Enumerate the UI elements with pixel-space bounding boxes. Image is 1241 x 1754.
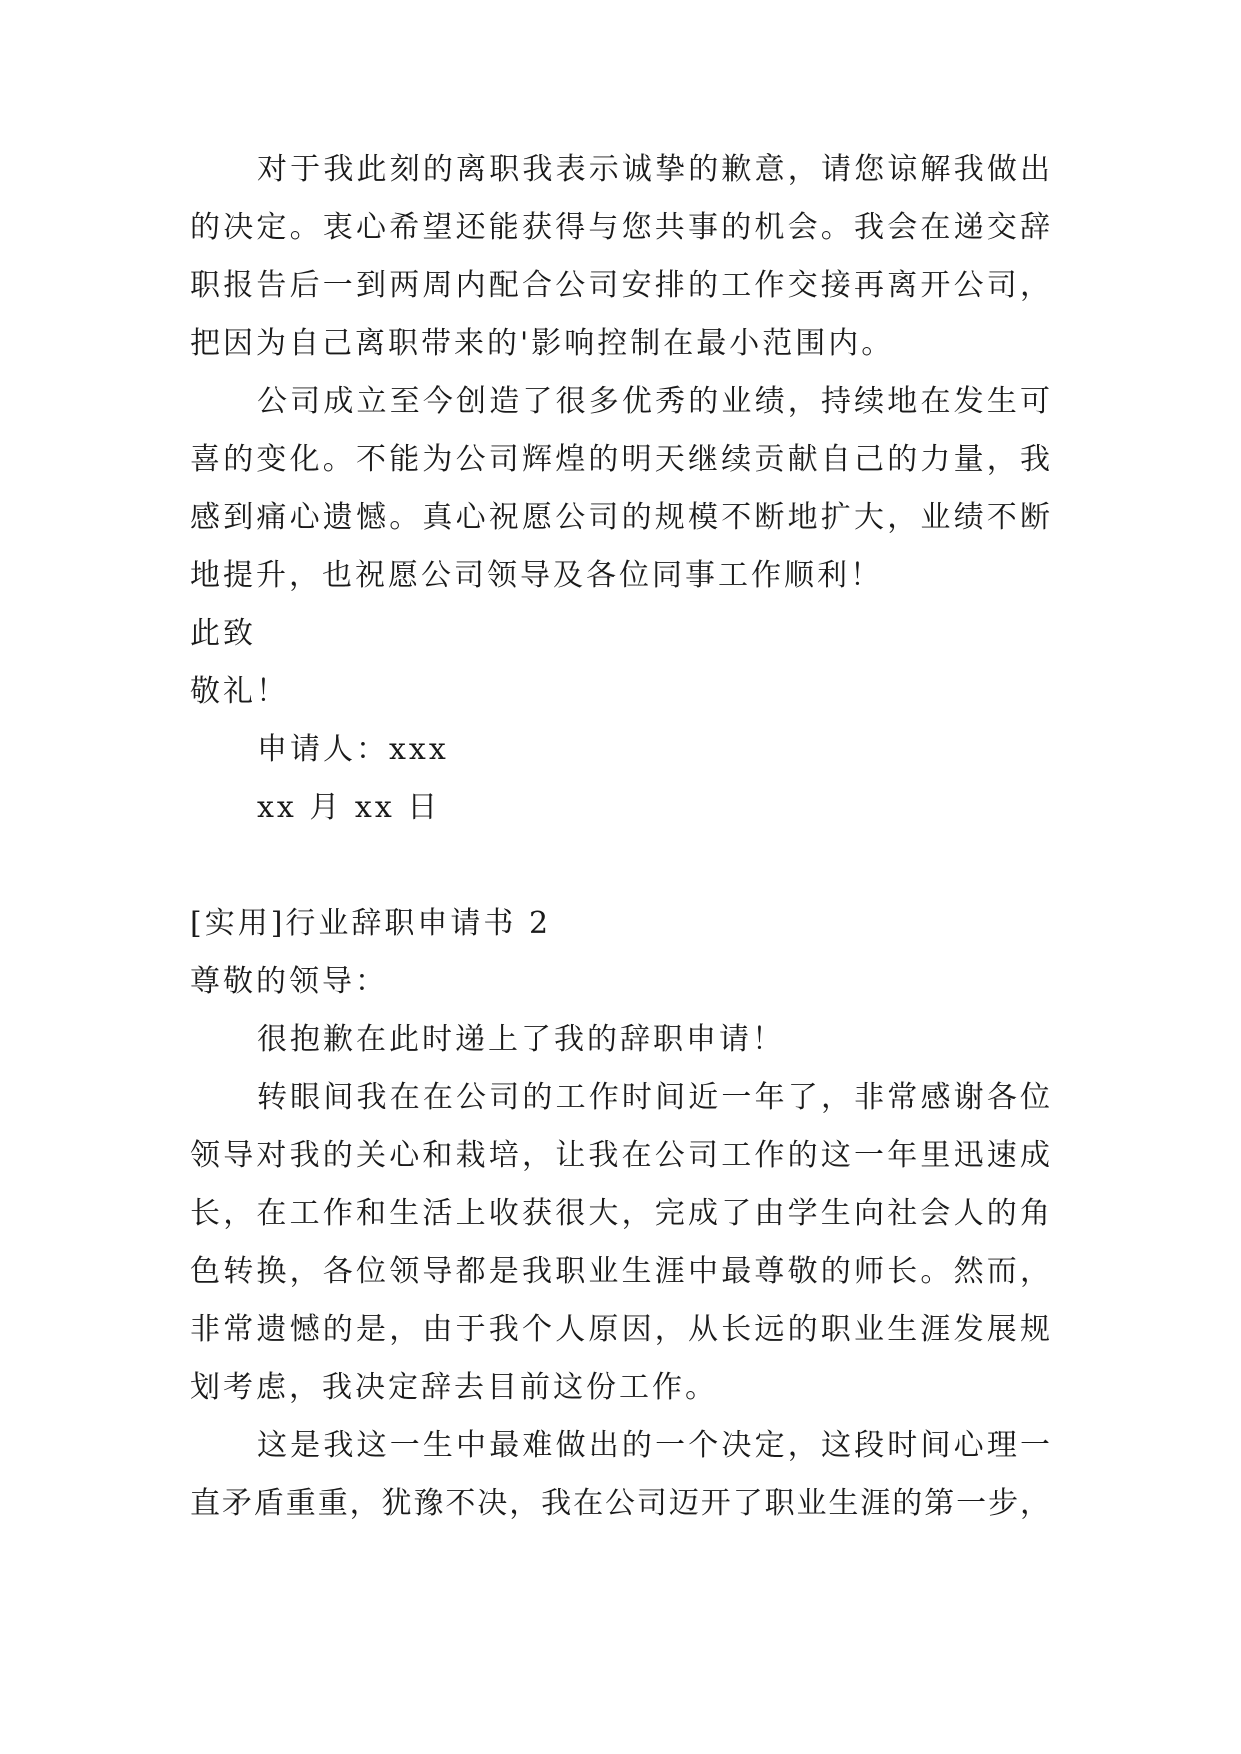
paragraph-line: 长，在工作和生活上收获很大，完成了由学生向社会人的角 <box>190 1196 1050 1231</box>
paragraph-line: 对于我此刻的离职我表示诚挚的歉意，请您谅解我做出 <box>257 152 1050 187</box>
paragraph-line: 这是我这一生中最难做出的一个决定，这段时间心理一 <box>257 1428 1050 1463</box>
paragraph-line: 感到痛心遗憾。真心祝愿公司的规模不断地扩大，业绩不断 <box>190 500 1050 535</box>
paragraph-line: 转眼间我在在公司的工作时间近一年了，非常感谢各位 <box>257 1080 1050 1115</box>
paragraph-line: 领导对我的关心和栽培，让我在公司工作的这一年里迅速成 <box>190 1138 1050 1173</box>
paragraph-line: 公司成立至今创造了很多优秀的业绩，持续地在发生可 <box>257 384 1050 419</box>
paragraph-line: 直矛盾重重，犹豫不决，我在公司迈开了职业生涯的第一步， <box>190 1486 1050 1521</box>
paragraph-line: 划考虑，我决定辞去目前这份工作。 <box>190 1370 718 1405</box>
paragraph-line: 很抱歉在此时递上了我的辞职申请！ <box>257 1022 785 1057</box>
paragraph-line: 地提升，也祝愿公司领导及各位同事工作顺利！ <box>190 558 883 593</box>
paragraph-line: 喜的变化。不能为公司辉煌的明天继续贡献自己的力量，我 <box>190 442 1050 477</box>
paragraph-line: 非常遗憾的是，由于我个人原因，从长远的职业生涯发展规 <box>190 1312 1050 1347</box>
paragraph-line: 把因为自己离职带来的'影响控制在最小范围内。 <box>190 326 895 361</box>
letter-date: xx 月 xx 日 <box>257 790 441 825</box>
salutation: 尊敬的领导： <box>190 964 388 999</box>
applicant-signature: 申请人：xxx <box>257 732 449 767</box>
closing-text: 此致 <box>190 616 256 651</box>
section-title: [实用]行业辞职申请书 2 <box>190 906 552 941</box>
paragraph-line: 职报告后一到两周内配合公司安排的工作交接再离开公司， <box>190 268 1050 303</box>
paragraph-line: 的决定。衷心希望还能获得与您共事的机会。我会在递交辞 <box>190 210 1050 245</box>
paragraph-line: 色转换，各位领导都是我职业生涯中最尊敬的师长。然而， <box>190 1254 1050 1289</box>
closing-text: 敬礼！ <box>190 674 289 709</box>
